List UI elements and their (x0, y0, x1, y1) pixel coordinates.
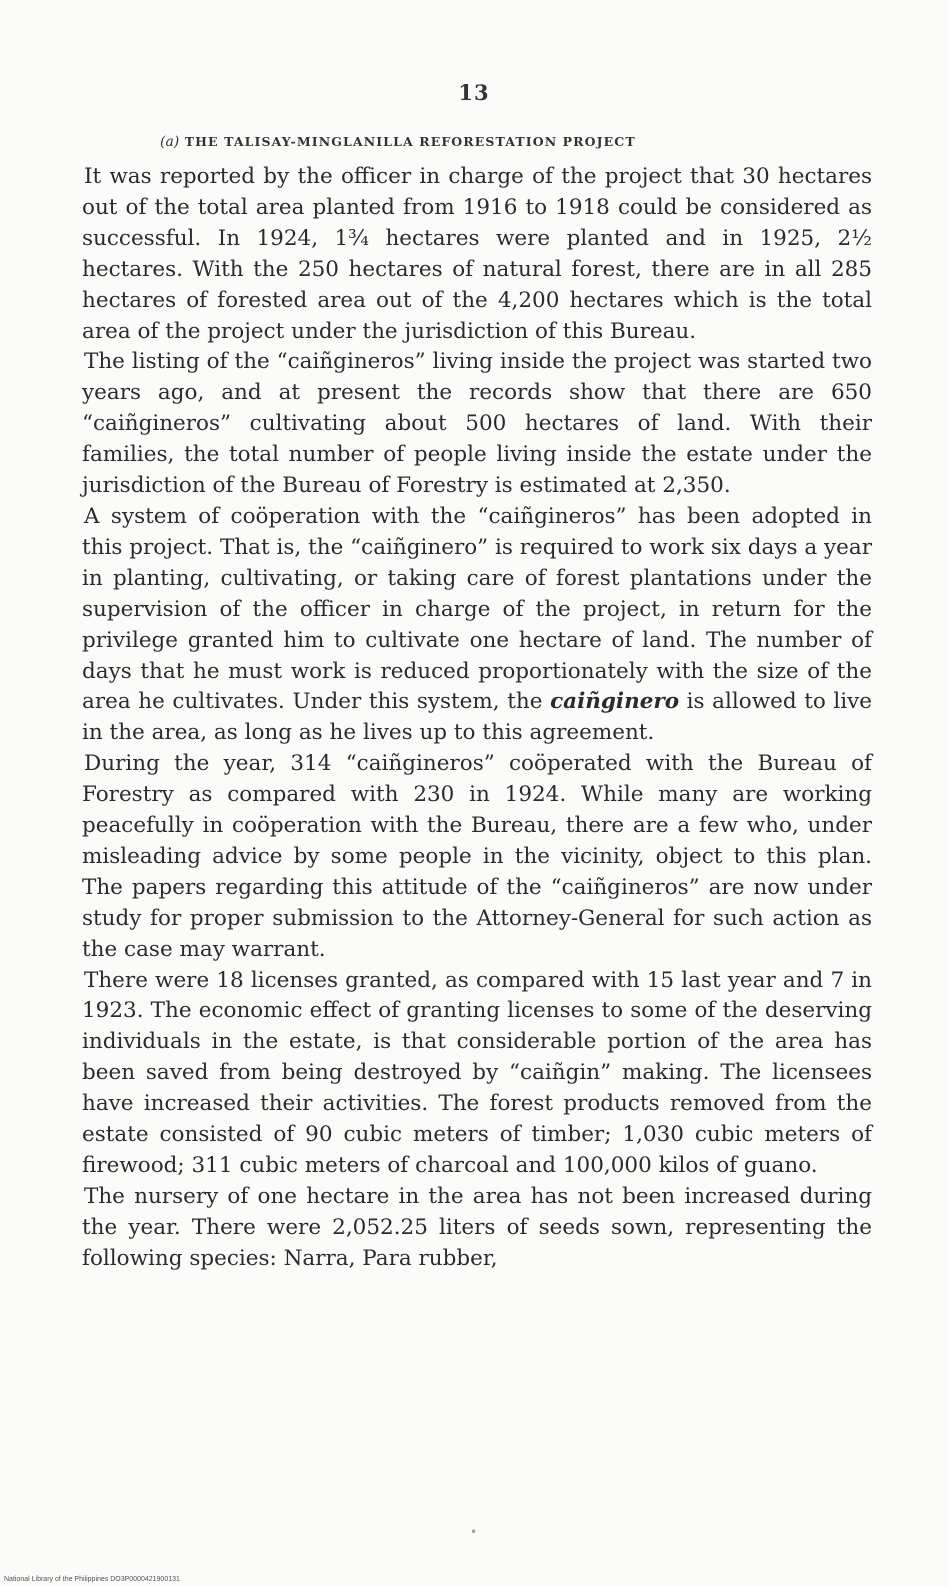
italic-term: caiñginero (550, 689, 680, 715)
paragraph-text: is allowed to live in the area, as long as he lives up to this agreement. (82, 689, 872, 746)
section-heading-marker: (a) (160, 134, 180, 150)
paragraph-text: There were 18 licenses granted, as compared with 15 last year and 7 in 1923. The economic effect of granting licenses to some of the deserving individuals in the estate, is that considerable portion of the area has been saved from being destroyed by “caiñgin” making. The licensees have increased their activities. The forest products removed from the estate consisted of 90 cubic meters of timber; 1,030 cubic meters of firewood; 311 cubic meters of charcoal and 100,000 kilos of guano. (82, 967, 872, 1178)
footer-mark: • (470, 1525, 478, 1539)
body-text (82, 162, 872, 1275)
paragraph (82, 749, 872, 965)
paragraph-text: A system of coöperation with the “caiñgineros” has been adopted in this project. That is, the “caiñginero” is required to work six days a year in planting, cultivating, or taking care of forest plantations under the supervision of the officer in charge of the project, in return for the privilege granted him to cultivate one hectare of land. The number of days that he must work is reduced proportionately with the size of the area he cultivates. Under this system, the (82, 503, 872, 715)
paragraph (82, 502, 872, 749)
paragraph-text: The nursery of one hectare in the area has not been increased during the year. There were 2,052.25 liters of seeds sown, representing the following species: Narra, Para rubber, (82, 1183, 872, 1271)
section-heading-title: THE TALISAY-MINGLANILLA REFORESTATION PROJECT (184, 134, 636, 149)
paragraph (82, 162, 872, 347)
paragraph (82, 347, 872, 502)
footer-credit: National Library of the Philippines DO3P0000421900131 (4, 1576, 180, 1583)
section-heading (160, 134, 800, 150)
page-number: 13 (458, 80, 490, 105)
paragraph (82, 1182, 872, 1275)
paragraph-text: During the year, 314 “caiñgineros” coöperated with the Bureau of Forestry as compared with 230 in 1924. While many are working peacefully in coöperation with the Bureau, there are a few who, under misleading advice by some people in the vicinity, object to this plan. The papers regarding this attitude of the “caiñgineros” are now under study for proper submission to the Attorney-General for such action as the case may warrant. (82, 751, 872, 962)
paragraph-text: It was reported by the officer in charge of the project that 30 hectares out of the total area planted from 1916 to 1918 could be considered as successful. In 1924, 1¾ hectares were planted and in 1925, 2½ hectares. With the 250 hectares of natural forest, there are in all 285 hectares of forested area out of the 4,200 hectares which is the total area of the project under the jurisdiction of this Bureau. (82, 164, 872, 344)
paragraph-text: The listing of the “caiñgineros” living inside the project was started two years ago, and at present the records show that there are 650 “caiñgineros” cultivating about 500 hectares of land. With their families, the total number of people living inside the estate under the jurisdiction of the Bureau of Forestry is estimated at 2,350. (82, 349, 872, 499)
paragraph (82, 966, 872, 1182)
